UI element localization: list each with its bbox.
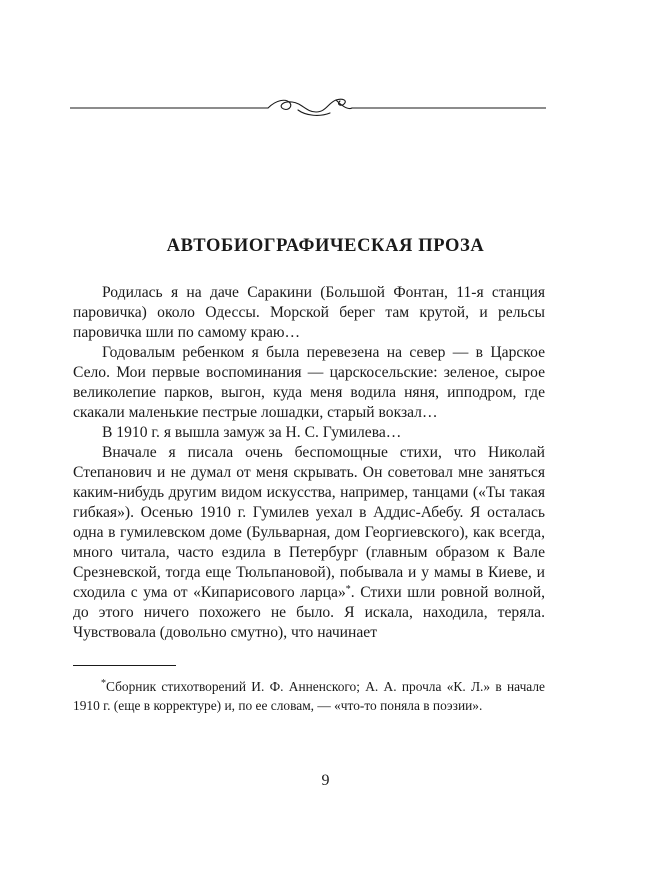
footnote-paragraph [73, 677, 545, 715]
footnote-text: Сборник стихотворений И. Ф. Анненского; А. А. прочла «К. Л.» в начале 1910 г. (еще в корректуре) и, по ее словам, — «что-то поняла в поэзии». [73, 679, 545, 713]
paragraph [73, 443, 545, 643]
page-title: АВТОБИОГРАФИЧЕСКАЯ ПРОЗА [166, 236, 485, 256]
paragraph-text: . Стихи шли ровной волной, до этого ничего похожего не было. Я искала, находила, теряла. Чувствовала (довольно смутно), что начинает [73, 584, 545, 641]
ornamental-divider [70, 86, 546, 126]
footnote-reference[interactable]: * [345, 584, 351, 595]
footnote-separator [73, 665, 176, 666]
paragraph: Родилась я на даче Саракини (Большой Фонтан, 11-я станция паровичка) около Одессы. Морской берег там крутой, и рельсы паровичка шли по самому краю… [73, 284, 545, 341]
page-number: 9 [321, 772, 330, 789]
footnote [73, 677, 545, 715]
paragraph-text: Вначале я писала очень беспомощные стихи, что Николай Степанович и не думал от меня скрывать. Он советовал мне заняться каким-нибудь другим видом искусства, например, танцами («Ты такая гибкая»). Осенью 1910 г. Гумилев уехал в Аддис-Абебу. Я осталась одна в гумилевском доме (Бульварная, дом Георгиевского), как всегда, много читала, часто ездила в Петербург (главным образом к Вале Срезневской, тогда еще Тюльпановой), побывала и у мамы в Киеве, и сходила с ума от «Кипарисового ларца» [73, 444, 545, 601]
flourish-left-loop [268, 100, 292, 109]
flourish-right-curl [336, 99, 352, 108]
flourish-lower-swash [298, 110, 330, 115]
body-text [73, 283, 545, 643]
footnote-mark: * [101, 678, 106, 689]
paragraph: Годовалым ребенком я была перевезена на север — в Царское Село. Мои первые воспоминания — царскосельские: зеленое, сырое великолепие парков, выгон, куда меня водила няня, ипподром, где скакали маленькие пестрые лошадки, старый вокзал… [73, 344, 545, 421]
paragraph: В 1910 г. я вышла замуж за Н. С. Гумилева… [102, 424, 402, 441]
